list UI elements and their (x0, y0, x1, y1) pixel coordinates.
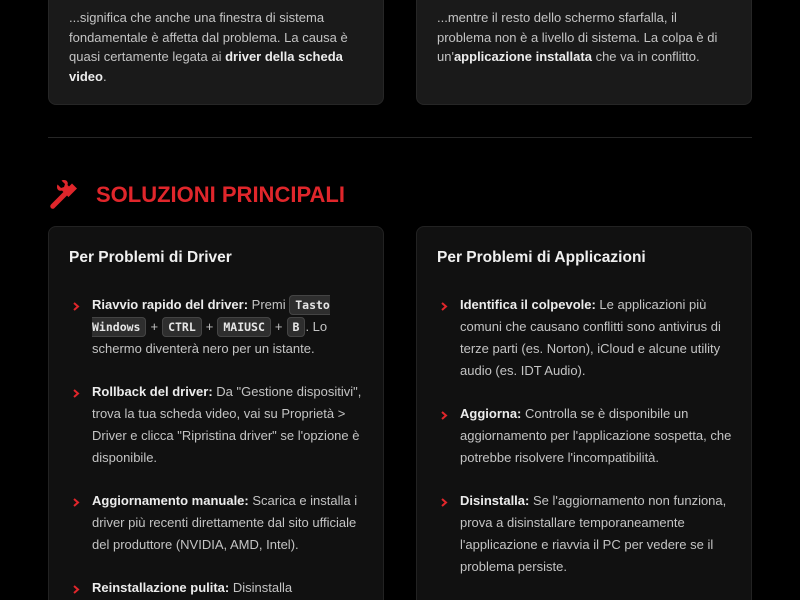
section-header (48, 178, 345, 212)
card-title: Per Problemi di Driver (69, 249, 232, 266)
chevron-right-icon (71, 582, 81, 596)
key-windows: Tasto Windows (92, 295, 330, 337)
section-title: SOLUZIONI PRINCIPALI (96, 182, 345, 207)
highlight: applicazione installata (453, 49, 592, 64)
card-title: Per Problemi di Applicazioni (437, 249, 646, 266)
wrench-icon (48, 179, 80, 211)
key-ctrl: CTRL (162, 317, 202, 337)
chevron-right-icon (439, 408, 449, 422)
list-item: Rollback del driver: Da "Gestione dispositivi", trova la tua scheda video, vai su Proprietà > Driver e clicca "Ripristina driver" se l'opzione è disponibile. (69, 381, 365, 469)
video-driver-diagnosis-card (48, 0, 384, 105)
list-item: Reinstallazione pulita: Disinstalla (69, 577, 365, 599)
chevron-right-icon (71, 386, 81, 400)
section-divider (48, 137, 752, 138)
diagnosis-text: ...mentre il resto dello schermo sfarfalla, il problema non è a livello di sistema. La colpa è di un'applicazione installata che va in conflitto. (437, 10, 718, 64)
list-item: Riavvio rapido del driver: Premi Tasto Windows + CTRL + MAIUSC + B . Lo schermo diventerà nero per un istante. (69, 294, 365, 360)
list-item: Identifica il colpevole: Le applicazioni più comuni che causano conflitti sono antivirus di terze parti (es. Norton), iCloud e alcune utility audio (es. IDT Audio). (437, 294, 733, 382)
list-item: Aggiorna: Controlla se è disponibile un aggiornamento per l'applicazione sospetta, che potrebbe risolvere l'incompatibilità. (437, 403, 733, 469)
key-shift: MAIUSC (217, 317, 271, 337)
chevron-right-icon (439, 495, 449, 509)
solutions-list (437, 294, 733, 599)
list-item: Disinstalla: Se l'aggiornamento non funziona, prova a disinstallare temporaneamente l'applicazione e riavvia il PC per vedere se il problema persiste. (437, 490, 733, 578)
highlight: driver della scheda video (69, 49, 343, 84)
app-solutions-card (416, 226, 752, 600)
app-conflict-diagnosis-card (416, 0, 752, 105)
chevron-right-icon (439, 299, 449, 313)
chevron-right-icon (71, 495, 81, 509)
key-b: B (287, 317, 306, 337)
driver-solutions-card (48, 226, 384, 600)
diagnosis-text: ...significa che anche una finestra di sistema fondamentale è affetta dal problema. La causa è quasi certamente legata ai driver della scheda video. (69, 10, 348, 84)
chevron-right-icon (71, 299, 81, 313)
solutions-list (69, 294, 365, 600)
list-item: Aggiornamento manuale: Scarica e installa i driver più recenti direttamente dal sito ufficiale del produttore (NVIDIA, AMD, Intel). (69, 490, 365, 556)
